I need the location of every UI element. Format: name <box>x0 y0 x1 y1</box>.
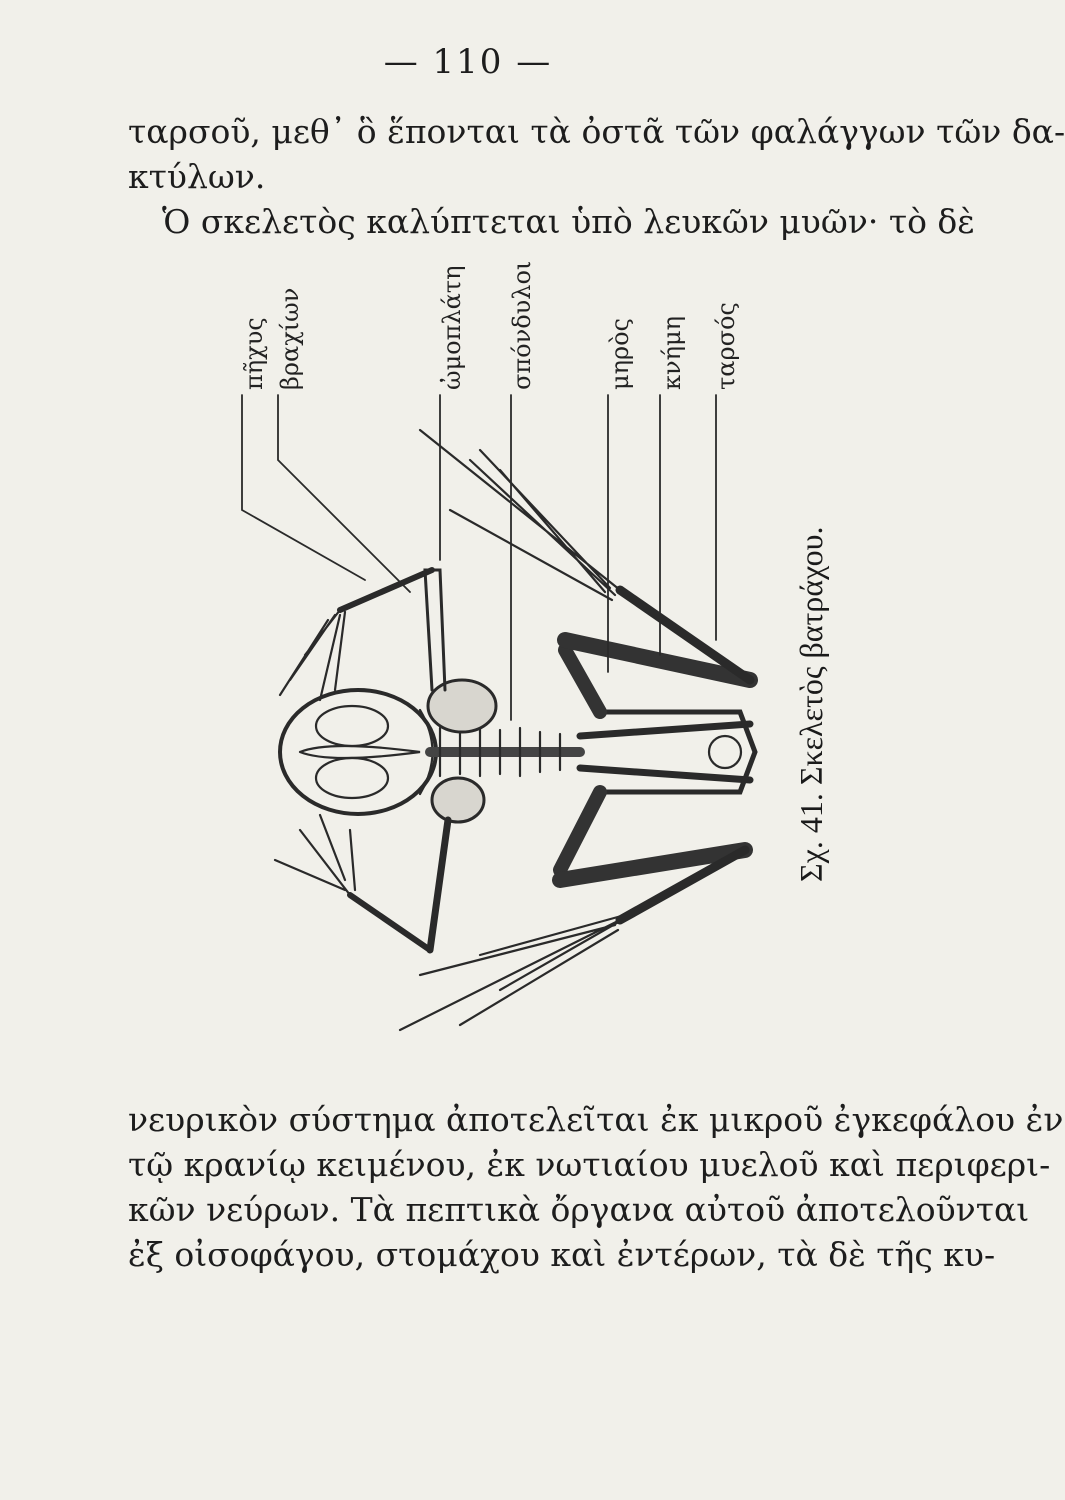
text-line: Ὁ σκελετὸς καλύπτεται ὑπὸ λευκῶν μυῶν· τὸ δὲ <box>162 202 976 241</box>
label-brachion: βραχίων <box>276 287 304 390</box>
text-line: τῷ κρανίῳ κειμένου, ἐκ νωτιαίου μυελοῦ καὶ περιφερι- <box>128 1145 1051 1184</box>
leader-lines <box>242 395 716 720</box>
figure-caption: Σχ. 41. Σκελετὸς βατράχου. <box>793 526 829 882</box>
text-line: κῶν νεύρων. Τὰ πεπτικὰ ὄργανα αὐτοῦ ἀποτελοῦνται <box>128 1190 1030 1229</box>
text-line: κτύλων. <box>128 157 266 196</box>
label-spondyloi: σπόνδυλοι <box>508 260 536 390</box>
upper-forelimb <box>280 570 496 732</box>
label-omoplate: ὠμοπλάτη <box>438 265 466 390</box>
label-pechys: πῆχυς <box>240 317 268 390</box>
label-tarsos: ταρσός <box>712 302 740 390</box>
skull <box>280 690 436 814</box>
text-line: ἐξ οἰσοφάγου, στομάχου καὶ ἐντέρων, τὰ δὲ τῆς κυ- <box>128 1235 996 1274</box>
text-line: ταρσοῦ, μεθ᾽ ὃ ἕπονται τὰ ὀστᾶ τῶν φαλάγγων τῶν δα- <box>128 112 1065 151</box>
lower-hindlimb <box>400 792 745 1030</box>
page-number: — 110 — <box>383 42 553 82</box>
lower-forelimb <box>275 778 484 950</box>
upper-hindlimb <box>420 430 750 712</box>
label-knimi: κνήμη <box>658 316 686 390</box>
spine <box>430 724 750 780</box>
label-miros: μηρὸς <box>606 318 634 390</box>
text-line: νευρικὸν σύστημα ἀποτελεῖται ἐκ μικροῦ ἐγκεφάλου ἐν <box>128 1100 1064 1139</box>
